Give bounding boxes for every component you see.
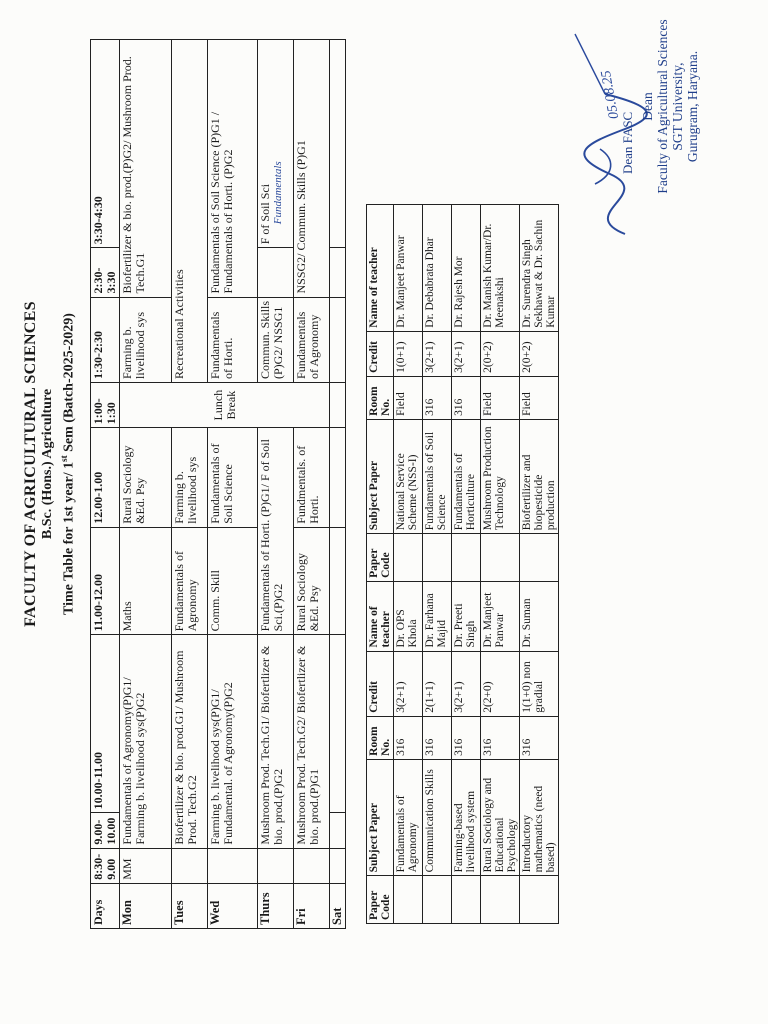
day-fri: Fri — [294, 883, 330, 928]
row-fri — [294, 40, 330, 929]
cell-wed-130: Fundamentals of Horti. — [208, 297, 258, 382]
room-cell: 316 — [394, 716, 423, 759]
code-cell — [423, 876, 452, 924]
cell-sat-1100 — [330, 527, 346, 635]
course-list-table — [366, 204, 559, 924]
header-credit-1: Credit — [367, 651, 394, 716]
code-cell — [394, 876, 423, 924]
subject-cell: Fundamentals of Horticulture — [452, 419, 481, 533]
document-heading — [22, 204, 78, 724]
subject-cell: National Service Scheme (NSS-I) — [394, 419, 423, 533]
cell-sat-1200 — [330, 428, 346, 528]
subject-cell: Communication Skills — [423, 759, 452, 876]
teacher-cell: Dr. Suman — [520, 581, 559, 651]
program-title: B.Sc. (Hons.) Agriculture — [40, 388, 55, 540]
credit-cell: 2(1+1) — [423, 651, 452, 716]
cell-sat-900 — [330, 813, 346, 848]
thurs-soil-sci: F of Soil Sci — [258, 183, 272, 245]
courses-header-row — [367, 205, 394, 924]
official-stamp — [640, 19, 700, 194]
timetable-header-row — [91, 40, 120, 929]
cell-sat-1000 — [330, 635, 346, 813]
signature-date: 05.08.25 — [598, 69, 623, 121]
code-cell — [520, 876, 559, 924]
header-teacher-2: Name of teacher — [367, 205, 394, 332]
cell-tues-9-11: Biofertilizer & bio. prod.G1/ Mushroom Prod. Tech.G2 — [172, 635, 208, 848]
subject-cell: Mushroom Production Technology — [481, 419, 520, 533]
cell-fri-830 — [294, 848, 330, 883]
stamp-dean-fasc: Dean FASC — [620, 111, 635, 174]
teacher-cell: Dr. Manjeet Panwar — [394, 205, 423, 332]
header-1200: 12.00-1.00 — [91, 428, 120, 528]
stamp-location: Gurugram, Haryana. — [685, 50, 700, 163]
header-330: 3:30-4:30 — [91, 40, 120, 248]
cell-wed-12: Fundamentals of Soil Science — [208, 428, 258, 528]
cell-mon-830: MM — [120, 848, 172, 883]
header-1100: 11.00-12.00 — [91, 527, 120, 635]
room-cell: Field — [520, 376, 559, 419]
day-thurs: Thurs — [258, 883, 294, 928]
cell-tues-12: Farming b. livelihood sys — [172, 428, 208, 528]
stamp-dean: Dean — [640, 92, 655, 121]
stamp-faculty: Faculty of Agricultural Sciences — [655, 19, 670, 194]
credit-cell: 2(2+0) — [481, 651, 520, 716]
credit-cell: 3(2+1) — [452, 651, 481, 716]
credit-cell: 3(2+1) — [394, 651, 423, 716]
code-cell — [394, 534, 423, 582]
code-cell — [481, 876, 520, 924]
teacher-cell: Dr. OPS Khola — [394, 581, 423, 651]
subject-cell: Introductory mathematics (need based) — [520, 759, 559, 876]
room-cell: Field — [394, 376, 423, 419]
room-cell: 316 — [520, 716, 559, 759]
teacher-cell: Dr. Debabrata Dhar — [423, 205, 452, 332]
room-cell: Field — [481, 376, 520, 419]
row-tues — [172, 40, 208, 929]
header-100: 1:00-1:30 — [91, 382, 120, 427]
header-subject-1: Subject Paper — [367, 759, 394, 876]
teacher-cell: Dr. Rajesh Mor — [452, 205, 481, 332]
day-tues: Tues — [172, 883, 208, 928]
day-mon: Mon — [120, 883, 172, 928]
teacher-cell: Dr. Manish Kumar/Dr. Meenakshi — [481, 205, 520, 332]
cell-sat-230 — [330, 248, 346, 297]
header-830: 8:30-9.00 — [91, 848, 120, 883]
teacher-cell: Dr. Farhana Majid — [423, 581, 452, 651]
row-mon — [120, 40, 172, 929]
day-sat: Sat — [330, 883, 346, 928]
cell-sat-830 — [330, 848, 346, 883]
credit-cell: 2(0+2) — [481, 331, 520, 376]
course-row — [423, 205, 452, 924]
cell-sat-330 — [330, 40, 346, 248]
cell-tues-130-430: Recreational Activities — [172, 40, 208, 383]
header-paper-code-2: Paper Code — [367, 534, 394, 582]
cell-tues-11: Fundamentals of Agronomy — [172, 527, 208, 635]
credit-cell: 1(0+1) — [394, 331, 423, 376]
header-900: 9.00-10.00 — [91, 813, 120, 848]
credit-cell: 3(2+1) — [423, 331, 452, 376]
header-room-2: Room No. — [367, 376, 394, 419]
cell-fri-11: Rural Sociology &Ed. Psy — [294, 527, 330, 635]
faculty-title: FACULTY OF AGRICULTURAL SCIENCES — [22, 301, 39, 627]
cell-sat-100 — [330, 382, 346, 427]
code-cell — [452, 876, 481, 924]
cell-sat-130 — [330, 297, 346, 382]
cell-mon-12: Rural Sociology &Ed. Psy — [120, 428, 172, 528]
room-cell: 316 — [423, 376, 452, 419]
subject-cell: Biofertilizer and biopesticide production — [520, 419, 559, 533]
header-130: 1:30-2:30 — [91, 297, 120, 382]
cell-mon-11: Maths — [120, 527, 172, 635]
header-paper-code-1: Paper Code — [367, 876, 394, 924]
cell-thurs-11-1: Fundamentals of Horti. (P)G1/ F of Soil Sci.(P)G2 — [258, 428, 294, 635]
header-230: 2:30-3:30 — [91, 248, 120, 297]
header-room-1: Room No. — [367, 716, 394, 759]
cell-thurs-330 — [258, 40, 294, 248]
room-cell: 316 — [481, 716, 520, 759]
header-subject-2: Subject Paper — [367, 419, 394, 533]
cell-fri-9-11: Mushroom Prod. Tech.G2/ Biofertlizer & bio. prod.(P)G1 — [294, 635, 330, 848]
course-row — [394, 205, 423, 924]
cell-fri-12: Fundmentals. of Horti. — [294, 428, 330, 528]
credit-cell: 3(2+1) — [452, 331, 481, 376]
room-cell: 316 — [452, 716, 481, 759]
room-cell: 316 — [423, 716, 452, 759]
course-row — [481, 205, 520, 924]
header-teacher-1: Name of teacher — [367, 581, 394, 651]
code-cell — [481, 534, 520, 582]
cell-thurs-830 — [258, 848, 294, 883]
teacher-cell: Dr. Manjeet Panwar — [481, 581, 520, 651]
code-cell — [423, 534, 452, 582]
cell-mon-9-11: Fundamentals of Agronomy(P)G1/ Farming b. livelihood sys(P)G2 — [120, 635, 172, 848]
teacher-cell: Dr. Preeti Singh — [452, 581, 481, 651]
handwritten-note: Fundamentals — [272, 161, 284, 225]
day-wed: Wed — [208, 883, 258, 928]
teacher-cell: Dr. Surendra Singh Sekhawat & Dr. Sachin Kumar — [520, 205, 559, 332]
cell-tues-830 — [172, 848, 208, 883]
weekly-timetable — [90, 39, 346, 929]
credit-cell: 1(1+0) non gradial — [520, 651, 559, 716]
subject-cell: Farming-based livelihood system — [452, 759, 481, 876]
cell-mon-230-430: Biofertilizer & bio. prod.(P)G2/ Mushroom Prod. Tech.G1 — [120, 40, 172, 298]
row-wed — [208, 40, 258, 929]
subject-cell: Rural Sociology and Educational Psychology — [481, 759, 520, 876]
course-row — [520, 205, 559, 924]
header-1000: 10.00-11.00 — [91, 635, 120, 813]
cell-wed-230-430: Fundamentals of Soil Science (P)G1 / Fundamentals of Horti. (P)G2 — [208, 40, 258, 298]
stamp-university: SGT University, — [670, 62, 685, 151]
course-row — [452, 205, 481, 924]
timetable-title: Time Table for 1st year/ 1st Sem (Batch-2025-2029) — [59, 313, 77, 615]
code-cell — [520, 534, 559, 582]
cell-thurs-9-11: Mushroom Prod. Tech.G1/ Biofertlizer & bio. prod.(P)G2 — [258, 635, 294, 848]
header-credit-2: Credit — [367, 331, 394, 376]
lunch-break: Lunch Break — [120, 382, 330, 427]
cell-wed-11: Comm. Skill — [208, 527, 258, 635]
subject-cell: Fundamentals of Agronomy — [394, 759, 423, 876]
row-thurs — [258, 40, 294, 929]
header-days: Days — [91, 883, 120, 928]
row-sat — [330, 40, 346, 929]
subject-cell: Fundamentals of Soil Science — [423, 419, 452, 533]
cell-mon-130: Farming b. livelihood sys — [120, 297, 172, 382]
cell-wed-830 — [208, 848, 258, 883]
cell-fri-130: Fundamentals of Agronomy — [294, 297, 330, 382]
cell-thurs-230 — [258, 248, 294, 297]
code-cell — [452, 534, 481, 582]
cell-fri-230-430: NSSG2/ Commun. Skills (P)G1 — [294, 40, 330, 298]
cell-thurs-130: Commun. Skills (P)G2/ NSSG1 — [258, 297, 294, 382]
cell-wed-9-11: Farming b. livelihood sys(P)G1/ Fundamental. of Agronomy(P)G2 — [208, 635, 258, 848]
credit-cell: 2(0+2) — [520, 331, 559, 376]
room-cell: 316 — [452, 376, 481, 419]
